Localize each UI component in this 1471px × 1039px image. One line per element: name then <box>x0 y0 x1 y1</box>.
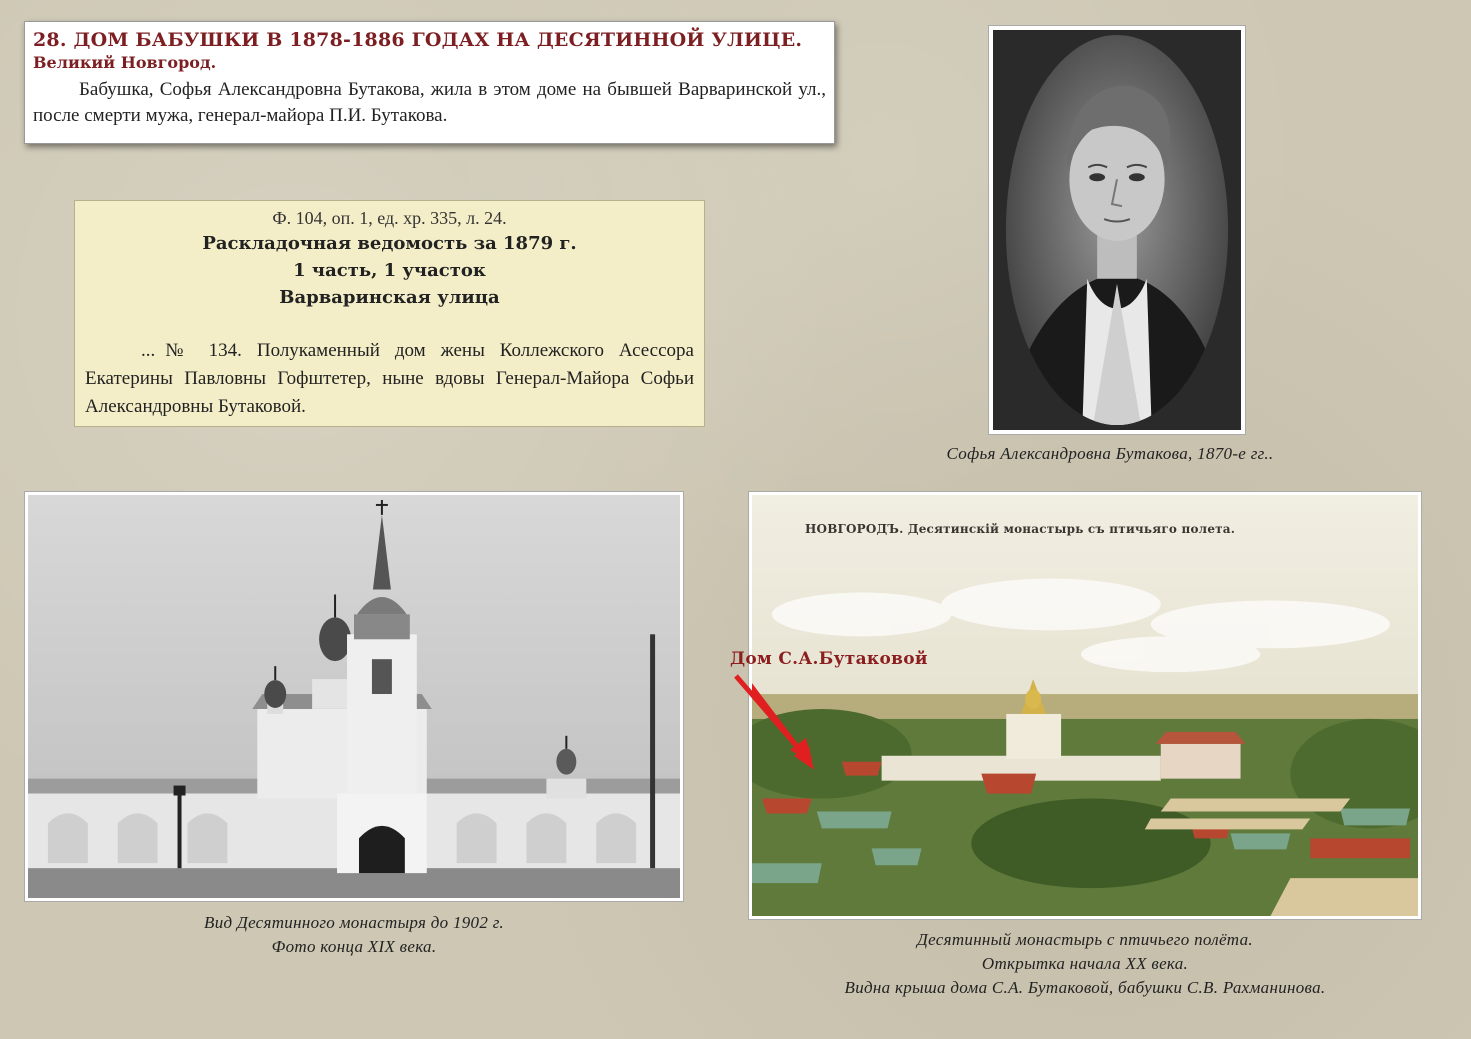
house-label: Дом С.А.Бутаковой <box>730 649 928 669</box>
archive-title-1: Раскладочная ведомость за 1879 г. <box>202 233 577 254</box>
postcard-printed-title: НОВГОРОДЪ. Десятинскiй монастырь съ птичьяго полета. <box>805 522 1236 536</box>
archive-body: ...№ 134. Полукаменный дом жены Коллежского Асессора Екатерины Павловны Гофштетер, ныне вдовы Генерал-Майора Софьи Александровны Бутаковой. <box>85 340 694 417</box>
intro-text: Бабушка, Софья Александровна Бутакова, жила в этом доме на бывшей Варваринской ул., после смерти мужа, генерал-майора П.И. Бутакова. <box>33 79 826 126</box>
archive-title-2: 1 часть, 1 участок <box>293 260 486 281</box>
portrait-photo <box>988 25 1246 435</box>
page-subheading: Великий Новгород. <box>33 53 217 72</box>
monastery-photo <box>24 491 684 902</box>
portrait-caption: Софья Александровна Бутакова, 1870-е гг.. <box>946 444 1274 463</box>
red-arrow-icon <box>730 670 820 765</box>
archive-reference: Ф. 104, оп. 1, ед. хр. 335, л. 24. <box>272 208 507 228</box>
archive-record <box>74 200 705 427</box>
postcard-image <box>752 495 1418 916</box>
postcard-caption-1: Десятинный монастырь с птичьего полёта. <box>917 930 1253 949</box>
monastery-caption-1: Вид Десятинного монастыря до 1902 г. <box>204 913 504 932</box>
postcard-caption-3: Видна крыша дома С.А. Бутаковой, бабушки С.В. Рахманинова. <box>844 978 1326 997</box>
portrait-image <box>993 30 1241 430</box>
monastery-caption-2: Фото конца XIX века. <box>271 937 437 956</box>
postcard-photo <box>748 491 1422 920</box>
title-box <box>24 21 835 144</box>
monastery-image <box>28 495 680 898</box>
page-heading: 28. ДОМ БАБУШКИ В 1878-1886 ГОДАХ НА ДЕСЯТИННОЙ УЛИЦЕ. <box>33 29 803 51</box>
postcard-caption-2: Открытка начала XX века. <box>981 954 1189 973</box>
archive-title-3: Варваринская улица <box>279 287 500 308</box>
